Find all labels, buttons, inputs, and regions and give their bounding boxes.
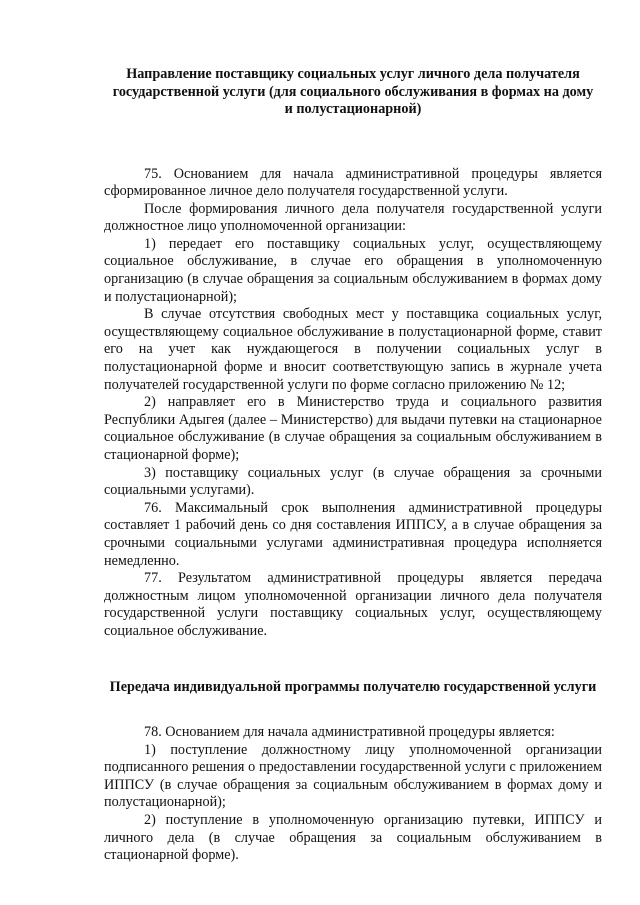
paragraph: 78. Основанием для начала административной процедуры является: bbox=[144, 724, 555, 741]
section-body bbox=[104, 166, 602, 641]
section-spacer bbox=[104, 641, 602, 679]
paragraph: 1) поступление должностному лицу уполномоченной организации подписанного решения о предоставлении государственной услуги с приложением ИППСУ (в случае обращения за социальным обслуживанием в формах дому и полустационарной); bbox=[104, 741, 602, 811]
paragraph: 2) направляет его в Министерство труда и социального развития Республики Адыгея (далее – Министерство) для выдачи путевки на стационарное социальное обслуживание (в случае обращения за социальным обслуживанием в стационарной форме); bbox=[104, 394, 602, 463]
section-heading: Передача индивидуальной программы получателю государственной услуги bbox=[109, 678, 597, 695]
paragraph: 77. Результатом административной процедуры является передача должностным лицом уполномоченной организации личного дела получателя государственной услуги поставщику социальных услуг, осуществляющему социальное обслуживание. bbox=[104, 570, 602, 639]
paragraph: 2) поступление в уполномоченную организацию путевки, ИППСУ и личного дела (в случае обращения за социальным обслуживанием в стационарной форме). bbox=[104, 812, 602, 864]
paragraph: 75. Основанием для начала административной процедуры является сформированное личное дело получателя государственной услуги. bbox=[104, 165, 602, 200]
paragraph: 3) поставщику социальных услуг (в случае обращения за срочными социальными услугами). bbox=[104, 464, 602, 499]
paragraph: В случае отсутствия свободных мест у поставщика социальных услуг, осуществляющему социальное обслуживание в полустационарной форме, ставит его на учет как нуждающегося в получении социальных услуг в полустационарной форме и вносит соответствующую запись в журнале учета получателей государственной услуги по форме согласно приложению № 12; bbox=[104, 306, 602, 393]
paragraph: 1) передает его поставщику социальных услуг, осуществляющему социальное обслуживание, в случае его обращения в уполномоченную организацию (в случае обращения за социальным обслуживанием в формах дому и полустационарной); bbox=[104, 235, 602, 305]
paragraph: После формирования личного дела получателя государственной услуги должностное лицо уполномоченной организации: bbox=[104, 200, 602, 235]
section-heading: Направление поставщику социальных услуг личного дела получателя государственной услуги (для социального обслуживания в формах на дому и полустационарной) bbox=[112, 66, 594, 117]
paragraph: 76. Максимальный срок выполнения административной процедуры составляет 1 рабочий день со дня составления ИППСУ, а в случае обращения за срочными социальными услугами административная процедура исполняется немедленно. bbox=[104, 499, 602, 569]
document-page bbox=[104, 66, 602, 865]
section-body bbox=[104, 724, 602, 865]
